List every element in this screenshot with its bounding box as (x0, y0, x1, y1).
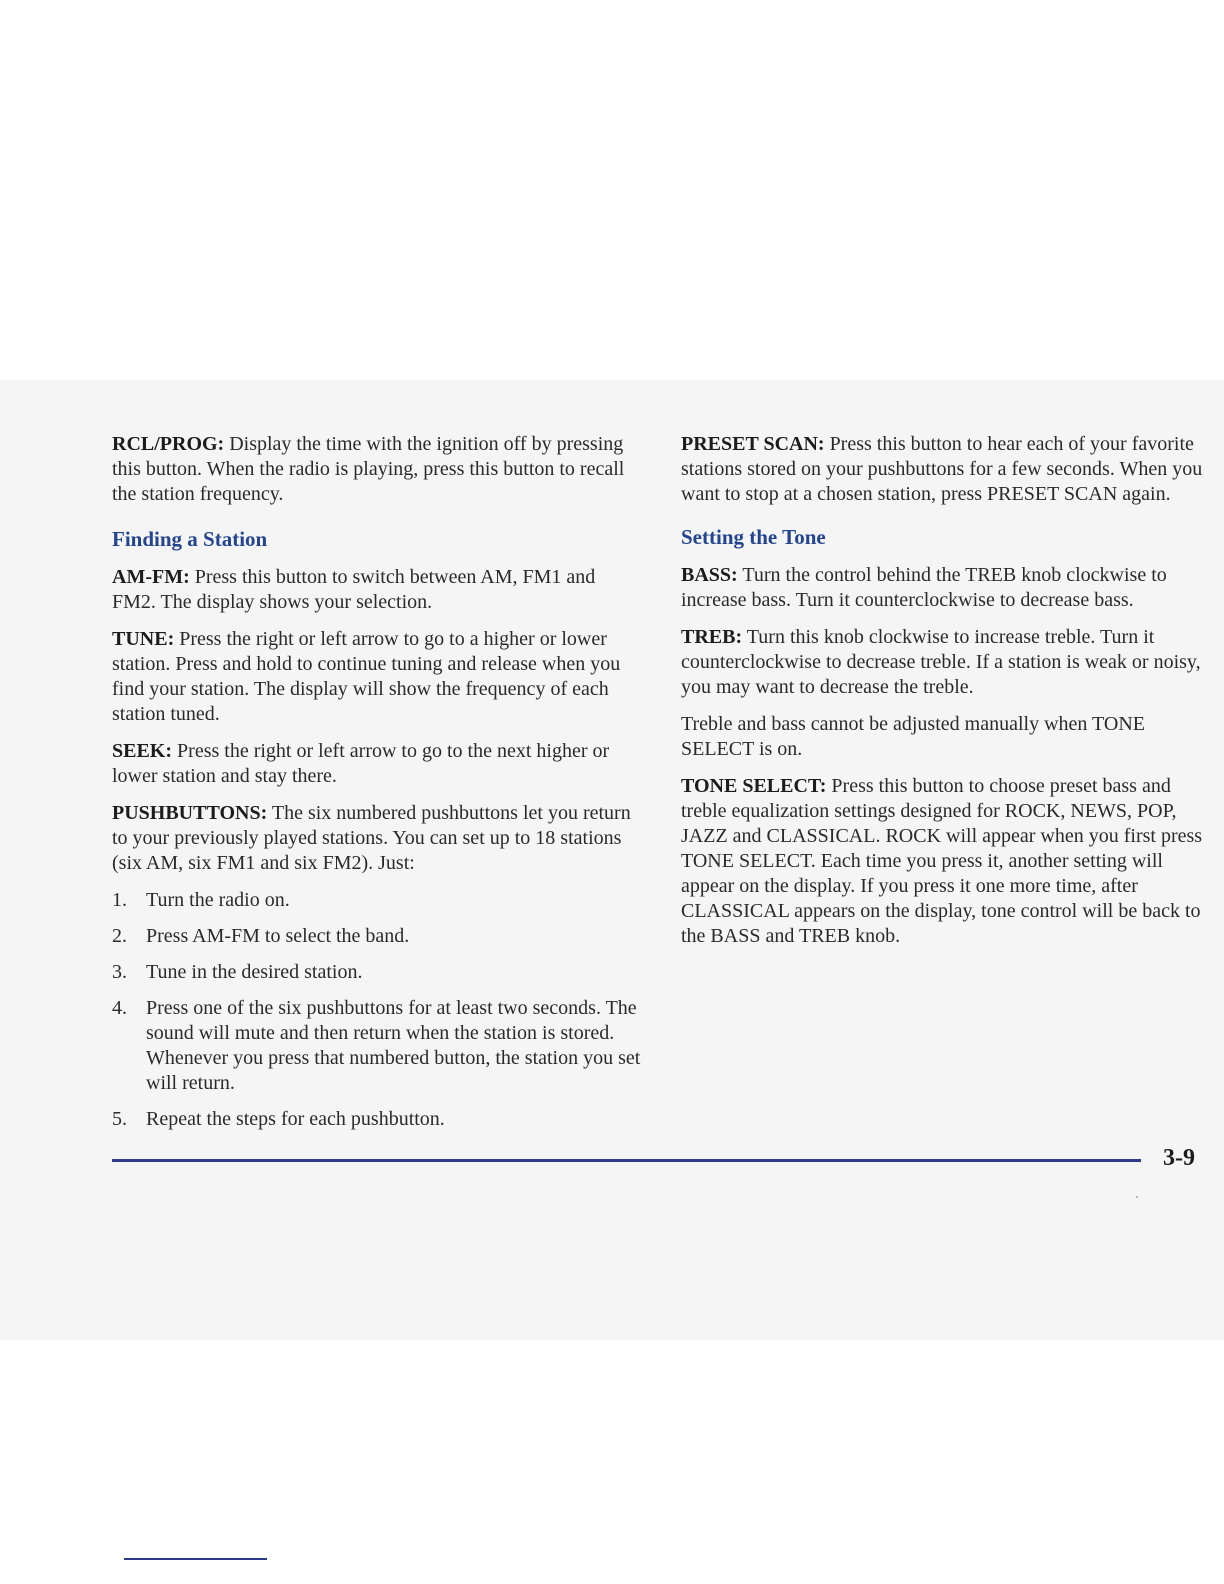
rclprog-paragraph (112, 432, 642, 507)
seek-text: Press the right or left arrow to go to the next higher or lower station and stay there. (112, 740, 610, 787)
step-number: 5. (112, 1108, 127, 1130)
tune-label: TUNE: (112, 628, 175, 650)
amfm-paragraph (112, 565, 642, 615)
treb-paragraph (681, 625, 1211, 700)
preset-scan-text: Press this button to hear each of your favorite stations stored on your pushbuttons for a few seconds. When you want to stop at a chosen station, press PRESET SCAN again. (681, 433, 1203, 505)
step-text: Turn the radio on. (146, 889, 290, 911)
tone-note-paragraph: Treble and bass cannot be adjusted manually when TONE SELECT is on. (681, 713, 1145, 760)
bass-paragraph (681, 563, 1211, 613)
step-number: 1. (112, 889, 127, 911)
tone-select-paragraph (681, 774, 1211, 949)
list-item (112, 1107, 642, 1132)
step-number: 2. (112, 925, 127, 947)
step-text: Tune in the desired station. (146, 961, 363, 983)
step-text: Repeat the steps for each pushbutton. (146, 1108, 445, 1130)
pushbuttons-text: The six numbered pushbuttons let you return to your previously played stations. You can set up to 18 stations (six AM, six FM1 and six FM2). Just: (112, 802, 631, 874)
bass-text: Turn the control behind the TREB knob clockwise to increase bass. Turn it counterclockwise to decrease bass. (681, 564, 1167, 611)
list-item (112, 888, 642, 913)
preset-scan-label: PRESET SCAN: (681, 433, 825, 455)
treb-text: Turn this knob clockwise to increase treble. Turn it counterclockwise to decrease treble. If a station is weak or noisy, you may want to decrease the treble. (681, 626, 1201, 698)
pushbutton-steps-list (112, 888, 642, 1132)
preset-scan-paragraph (681, 432, 1211, 507)
step-text: Press one of the six pushbuttons for at least two seconds. The sound will mute and then return when the station is stored. Whenever you press that numbered button, the station you set will return. (146, 997, 641, 1094)
right-column (681, 432, 1211, 949)
tune-paragraph (112, 627, 642, 727)
footer-rule (112, 1159, 1141, 1162)
tune-text: Press the right or left arrow to go to a higher or lower station. Press and hold to continue tuning and release when you find your station. The display will show the frequency of each station tuned. (112, 628, 621, 725)
seek-label: SEEK: (112, 740, 173, 762)
amfm-label: AM-FM: (112, 566, 190, 588)
step-text: Press AM-FM to select the band. (146, 925, 410, 947)
rclprog-text: Display the time with the ignition off by pressing this button. When the radio is playing, press this button to recall the station frequency. (112, 433, 625, 505)
tone-select-text: Press this button to choose preset bass and treble equalization settings designed for ROCK, NEWS, POP, JAZZ and CLASSICAL. ROCK will appear when you first press TONE SELECT. Each time you press it, another setting will appear on the display. If you press it one more time, after CLASSICAL appears on the display, tone control will be back to the BASS and TREB knob. (681, 775, 1203, 947)
step-number: 3. (112, 961, 127, 983)
rclprog-label: RCL/PROG: (112, 433, 225, 455)
tone-select-label: TONE SELECT: (681, 775, 827, 797)
bass-label: BASS: (681, 564, 738, 586)
list-item (112, 960, 642, 985)
step-number: 4. (112, 997, 127, 1019)
setting-tone-heading: Setting the Tone (681, 525, 826, 549)
bottom-rule (124, 1558, 267, 1560)
amfm-text: Press this button to switch between AM, FM1 and FM2. The display shows your selection. (112, 566, 596, 613)
left-column (112, 432, 642, 1143)
page-number: 3-9 (1163, 1145, 1195, 1171)
finding-station-heading: Finding a Station (112, 527, 268, 551)
list-item (112, 996, 642, 1096)
treb-label: TREB: (681, 626, 743, 648)
seek-paragraph (112, 739, 642, 789)
list-item (112, 924, 642, 949)
pushbuttons-paragraph (112, 801, 642, 876)
pushbuttons-label: PUSHBUTTONS: (112, 802, 268, 824)
scan-speck (1136, 1196, 1138, 1198)
